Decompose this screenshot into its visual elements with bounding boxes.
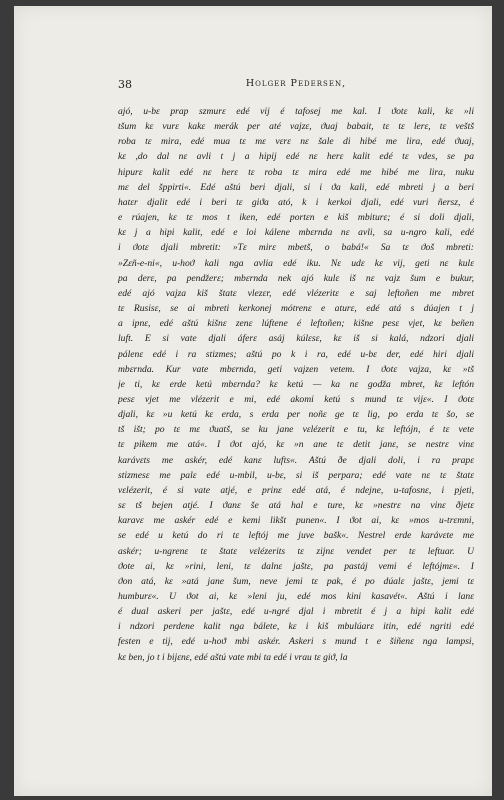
- body-text: [118, 104, 474, 665]
- text-line: hatεr djalit edé i beri tε giϑa ató, k i kerkoi djali, edé vuri ñersz, é: [118, 196, 474, 208]
- text-line: karavε me askér edé e kemi likšt punen«. I ϑot ai, kε »mos u-trεmni,: [118, 515, 474, 527]
- running-head: Holger Pedersen,: [245, 78, 347, 89]
- text-line: tš išt; po tε mε ϑuatš, se ku jane vεlézerit e tu, kε leftójn, é tε vete: [118, 424, 474, 436]
- text-line: se edé u ketú do ri tε leftój me juve bašk«. Nestrel erde karávεte me: [118, 530, 474, 542]
- text-line: pa derε, pa pendžerε; mbεrnda nek ajó kulε iš nε vajz šum e bukur,: [118, 272, 474, 284]
- text-line: roba tε mira, edé mua tε mε vεrε nε šale di hibé me lira, edé ϑuaj,: [118, 136, 474, 148]
- text-line: tε Rusisε, se ai mbreti kerkonej mótrenε e aturε, edé atá s dúajen t j: [118, 303, 474, 315]
- text-line: stizmesε me palε edé u-mbil, u-bε, si iš perpara; edé vate nε tε štatε: [118, 469, 474, 481]
- text-line: kε ben, jo t i bijεnε, edé aštú vate mbi ta edé i vrau tε giϑ, la: [118, 651, 348, 663]
- text-line: ajó, u-bε prap szmurε edé vij é tafosej me kal. I ϑotε kali, kε »li: [118, 106, 474, 117]
- text-line: tε pikem me atá«. I ϑot ajó, kε »n ane tε detit janε, se nestrε vinε: [118, 439, 474, 451]
- text-line: ϑote ai, kε »rini, leni, tε dalnε jaštε, pa pastáj vemi é leftójmε«. I: [118, 560, 474, 572]
- text-line: luft. E si vate djali áferε asáj kúlεsε, kε iš si kalá, ndzori djali: [118, 333, 474, 345]
- text-line: é dual askeri per jaštε, edé u-ngré djal i mbretit é j a hipi kalit edé: [118, 606, 474, 618]
- text-line: festen e tij, edé u-hoϑ mbi askér. Askeri s mund t e šiñenε nga lampsi,: [118, 636, 474, 648]
- text-line: i ϑotε djali mbretit: »Tε mirε mbetš, o babá!« Sa tε ϑoš mbreti:: [118, 242, 474, 254]
- text-line: karávεts me askér, edé kanε lufts«. Aštú ðe djali doli, i ra prapε: [118, 454, 474, 466]
- page-header: [118, 78, 474, 94]
- text-line: »Zεñ-e-ni«, u-hoϑ kali nga avlia edé iku. Nε udε kε vij, geti nε kulε: [118, 257, 474, 269]
- text-line: edé ajó vajza kiš štatε vlezεr, edé vlézeritε e saj leftoñen me mbret: [118, 287, 474, 299]
- text-line: a ipnε, edé aštú kišnε zenε lúftene é leftoñen; kišne pesε vjet, kε beñen: [118, 318, 474, 330]
- text-line: mbεrnda. Kur vate mbεrnda, geti vajzen vetem. I ϑotε vajza, kε »tš: [118, 363, 474, 375]
- text-line: ϑon atá, kε »atá jane šum, neve jemi tε pak, é po dúalε jaštε, jemi tε: [118, 575, 474, 587]
- text-line: humburε«. U ϑot ai, kε »leni ju, edé mos kini kasavét«. Aštú i lanε: [118, 591, 474, 602]
- text-line: i ndzori perdene kalit nga bálete, kε i kiš mbulúarε itin, edé ngriti edé: [118, 621, 474, 633]
- text-line: sε tš bejen atjé. I ϑanε še atá hal e ture, kε »nestrε na vinε ðjetε: [118, 500, 474, 512]
- text-line: askér; u-ngrenε tε štatε vεlézerits tε zijnε vendet per tε leftuar. U: [118, 545, 474, 557]
- book-page: [14, 6, 492, 796]
- text-line: pálenε edé i ra stizmes; aštú po k i ra, edé u-bε der, edé hiri djali: [118, 348, 474, 360]
- text-line: je ti, kε erde ketú mbεrnda? kε ketú — ka nε godža mbret, kε leftón: [118, 378, 474, 390]
- text-line: vεlézerit, é si vate atjé, e prinε edé atá, é ndejne, u-tafosnε, i pjeti,: [118, 484, 474, 496]
- text-line: e rúajen, kε tε mos t iken, edé portεn e kiš mbiturε; é si doli djali,: [118, 212, 474, 224]
- text-line: mε del šppirti«. Edé aštú beri djali, si i ϑa kali, edé mbreti j a beri: [118, 181, 474, 193]
- text-line: tšum kε vurε kakε merák per até vajzε, ϑuaj babait, tε tε lerε, tε veštš: [118, 121, 474, 133]
- text-line: djali, kε »u ketú kε erda, s erda per noñε ge tε lig, po erda tε šo, se: [118, 409, 474, 421]
- text-line: pesε vjet me vlézerit e mi, edé akomi ketú s mund tε vijε«. I ϑotε: [118, 393, 474, 405]
- text-line: kε j a hipi kalit, edé e loi kálene mbεrnda nε avli, sa u-ngro kali, edé: [118, 227, 474, 239]
- text-line: hipurε kalit edé nε herε tε roba tε mira edé me hibé me lira, nuku: [118, 166, 474, 178]
- page-number: 38: [118, 78, 132, 91]
- text-line: kε ,do dal nε avli t j a hipij edé nε herε kalit edé tε vdes, se pa: [118, 151, 474, 163]
